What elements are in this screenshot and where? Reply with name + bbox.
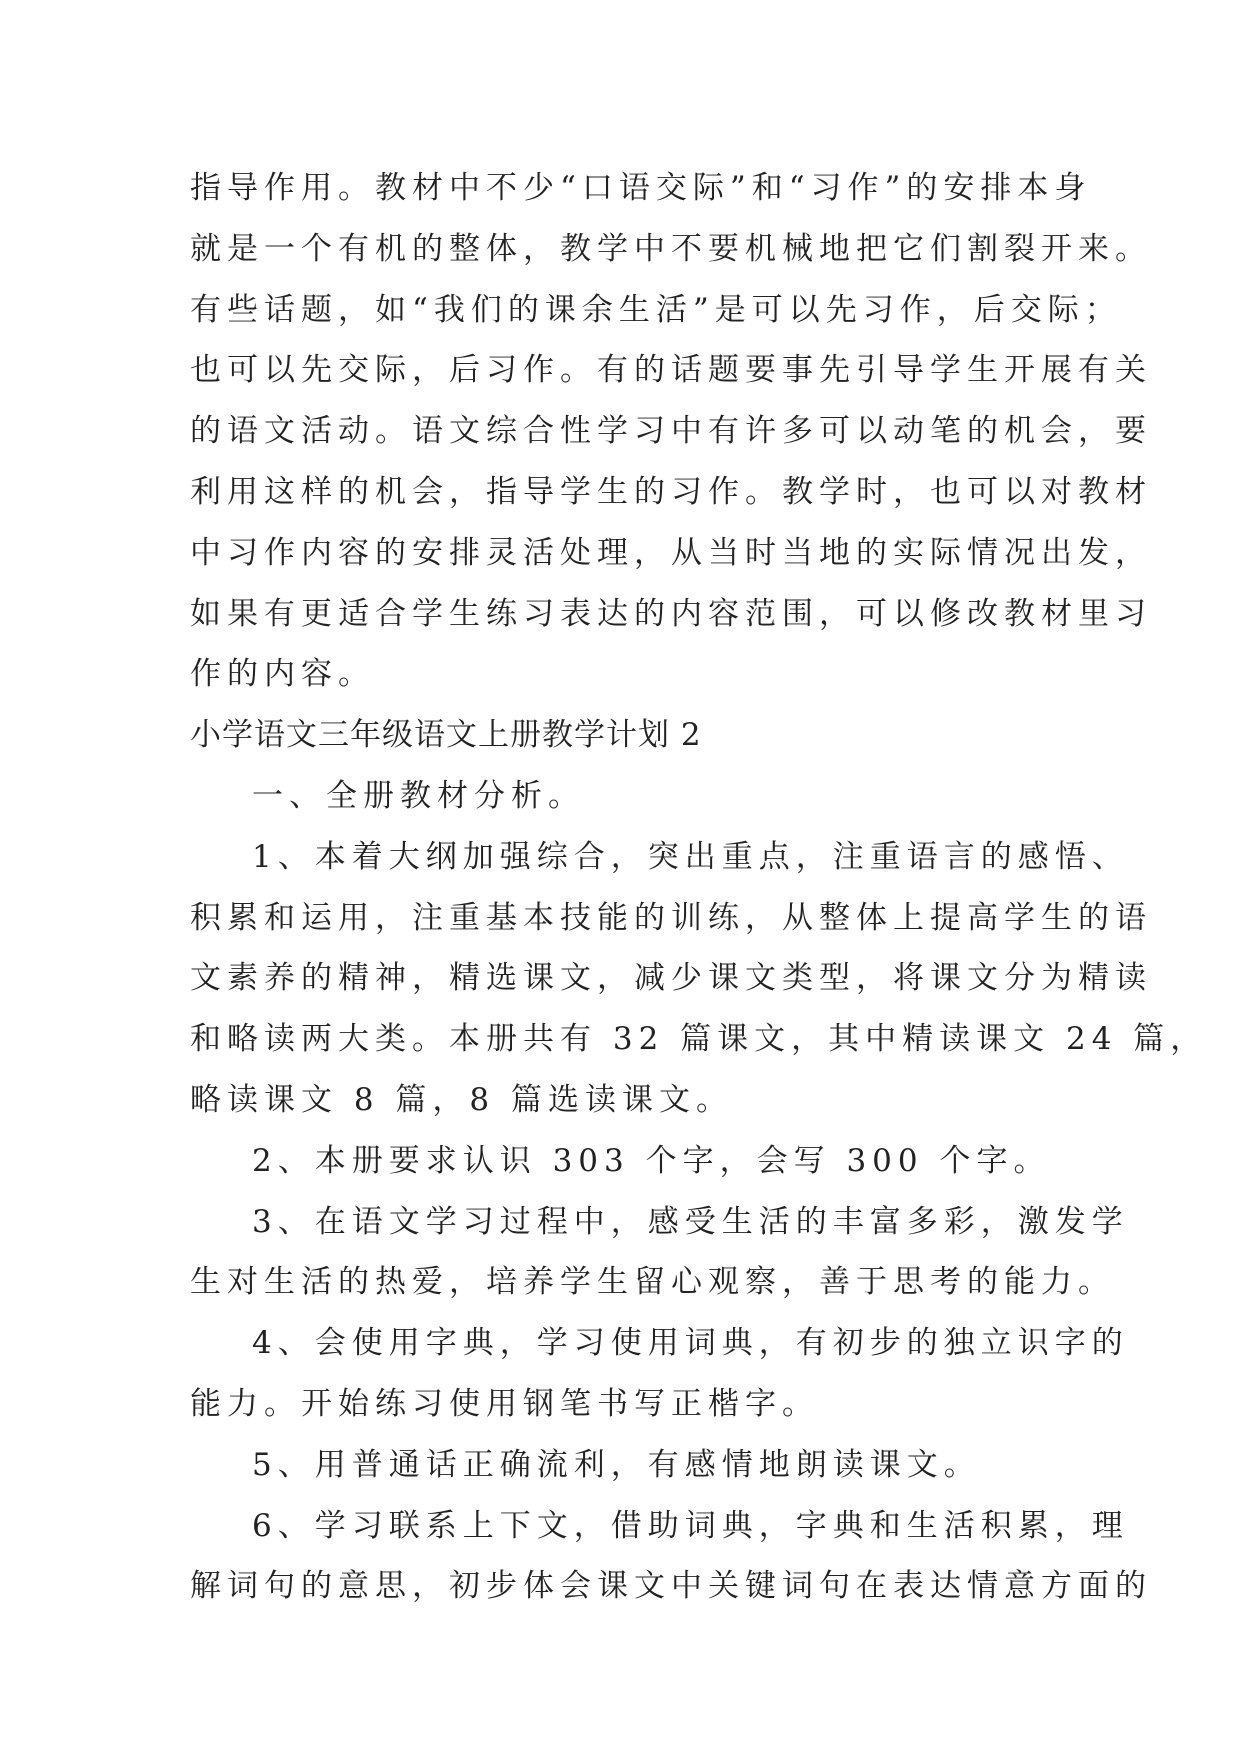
paragraph-line: 2、本册要求认识 303 个字，会写 300 个字。 — [252, 1142, 1051, 1179]
section-title: 小学语文三年级语文上册教学计划 2 — [190, 717, 702, 754]
document-body — [190, 158, 1208, 1617]
paragraph-line: 有些话题，如“我们的课余生活”是可以先习作，后交际； — [190, 291, 1122, 328]
paragraph-line: 作的内容。 — [190, 656, 375, 693]
paragraph-line: 5、用普通话正确流利，有感情地朗读课文。 — [252, 1446, 981, 1483]
paragraph-line: 能力。开始练习使用钢笔书写正楷字。 — [190, 1385, 819, 1422]
paragraph-line: 也可以先交际，后习作。有的话题要事先引导学生开展有关 — [190, 352, 1152, 389]
paragraph-line: 利用这样的机会，指导学生的习作。教学时，也可以对教材 — [190, 473, 1152, 510]
paragraph-line: 中习作内容的安排灵活处理，从当时当地的实际情况出发， — [190, 534, 1152, 571]
paragraph-line: 的语文活动。语文综合性学习中有许多可以动笔的机会，要 — [190, 413, 1152, 450]
paragraph-line: 指导作用。教材中不少“口语交际”和“习作”的安排本身 — [190, 170, 1092, 206]
paragraph-line: 略读课文 8 篇，8 篇选读课文。 — [190, 1081, 734, 1118]
paragraph-line: 1、本着大纲加强综合，突出重点，注重语言的感悟、 — [252, 838, 1129, 875]
paragraph-line: 生对生活的热爱，培养学生留心观察，善于思考的能力。 — [190, 1264, 1115, 1301]
paragraph-line: 6、学习联系上下文，借助词典，字典和生活积累，理 — [252, 1507, 1129, 1544]
paragraph-line: 就是一个有机的整体，教学中不要机械地把它们割裂开来。 — [190, 230, 1152, 267]
paragraph-line: 3、在语文学习过程中，感受生活的丰富多彩，激发学 — [252, 1203, 1129, 1240]
subsection-heading: 一、全册教材分析。 — [252, 777, 585, 814]
paragraph-line: 如果有更适合学生练习表达的内容范围，可以修改教材里习 — [190, 595, 1152, 632]
paragraph-line: 4、会使用字典，学习使用词典，有初步的独立识字的 — [252, 1325, 1129, 1362]
paragraph-line: 积累和运用，注重基本技能的训练，从整体上提高学生的语 — [190, 899, 1152, 936]
paragraph-line: 和略读两大类。本册共有 32 篇课文，其中精读课文 24 篇， — [190, 1021, 1208, 1058]
paragraph-line: 解词句的意思，初步体会课文中关键词句在表达情意方面的 — [190, 1568, 1152, 1605]
paragraph-line: 文素养的精神，精选课文，减少课文类型，将课文分为精读 — [190, 960, 1152, 997]
